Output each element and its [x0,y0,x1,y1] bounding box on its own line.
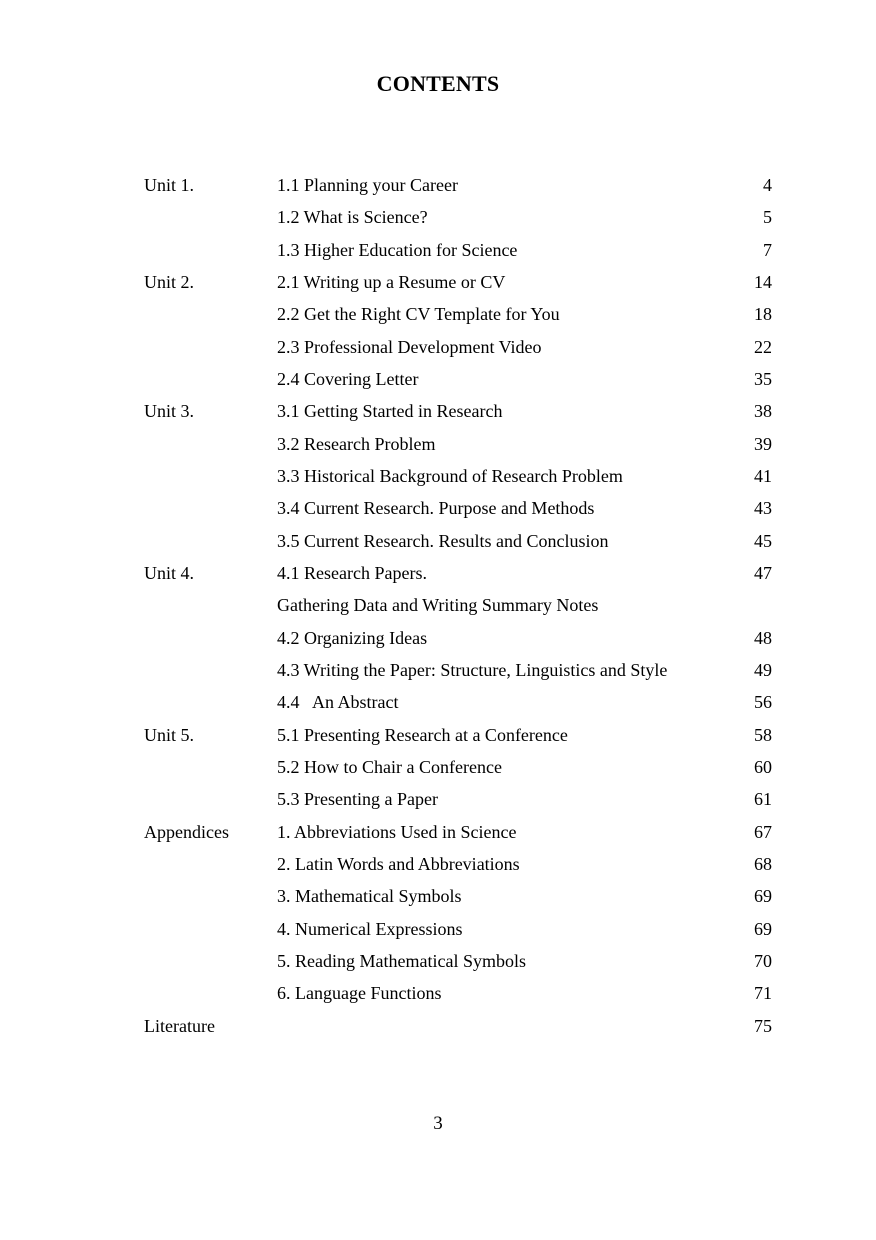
toc-entry-title: 1.3 Higher Education for Science [277,239,518,260]
toc-entry-title: 3.5 Current Research. Results and Conclusion [277,530,609,551]
toc-row [144,883,772,915]
toc-page-number: 39 [754,433,772,454]
toc-entry-title: 2.3 Professional Development Video [277,336,542,357]
toc-row [144,269,772,301]
toc-page-number: 43 [754,498,772,519]
toc-page-number: 35 [754,368,772,389]
toc-row [144,301,772,333]
toc-row [144,592,772,624]
toc-row [144,689,772,721]
toc-entry-title: 4.1 Research Papers. [277,562,427,583]
toc-row [144,851,772,883]
toc-entry-title: 1. Abbreviations Used in Science [277,821,517,842]
page-title: CONTENTS [376,71,500,96]
toc-row [144,237,772,269]
toc-entry-title: 3.3 Historical Background of Research Problem [277,465,623,486]
toc-page-number: 5 [763,207,772,228]
toc-page-number: 18 [754,304,772,325]
toc-entry-title: 2. Latin Words and Abbreviations [277,853,520,874]
toc-entry-title: 4.2 Organizing Ideas [277,627,428,648]
page-number: 3 [433,1113,443,1134]
toc-row [144,657,772,689]
toc-page-number: 4 [763,175,772,195]
toc-entry-title: 3. Mathematical Symbols [277,886,462,907]
toc-page-number: 67 [754,821,772,842]
toc-page-number: 45 [754,530,772,551]
toc-row [144,366,772,398]
table-of-contents [144,172,772,1045]
toc-row [144,398,772,430]
toc-row [144,431,772,463]
toc-row [144,1013,772,1045]
toc-row [144,334,772,366]
toc-page-number: 69 [754,886,772,907]
toc-entry-title: 5.2 How to Chair a Conference [277,756,502,777]
toc-entry-title: 5.1 Presenting Research at a Conference [277,724,568,745]
toc-row [144,463,772,495]
toc-entry-title: 4.3 Writing the Paper: Structure, Linguistics and Style [277,659,668,680]
toc-entry-title: 3.1 Getting Started in Research [277,401,503,422]
toc-entry-title: 2.4 Covering Letter [277,368,419,389]
toc-entry-title: 4. Numerical Expressions [277,918,463,939]
toc-page-number: 60 [754,756,772,777]
toc-page-number: 41 [754,465,772,486]
toc-page-number: 58 [754,724,772,745]
toc-page-number: 48 [754,627,772,648]
toc-row [144,172,772,204]
toc-entry-title: 1.1 Planning your Career [277,175,458,195]
toc-page-number: 61 [754,789,772,810]
toc-page-number: 75 [754,1015,772,1036]
toc-unit-label: Unit 2. [144,271,195,292]
toc-unit-label: Unit 3. [144,401,195,422]
toc-entry-title: 6. Language Functions [277,983,442,1004]
toc-page-number: 71 [754,983,772,1004]
toc-row [144,560,772,592]
toc-entry-title: 2.2 Get the Right CV Template for You [277,304,560,325]
toc-row [144,495,772,527]
toc-entry-title: 4.4 An Abstract [277,692,399,713]
toc-row [144,754,772,786]
toc-entry-title: 3.2 Research Problem [277,433,436,454]
toc-page-number: 38 [754,401,772,422]
toc-entry-title: Gathering Data and Writing Summary Notes [277,595,599,616]
toc-page-number: 22 [754,336,772,357]
toc-row [144,916,772,948]
toc-page-number: 47 [754,562,772,583]
toc-unit-label: Appendices [144,821,229,842]
toc-row [144,786,772,818]
toc-row [144,948,772,980]
toc-unit-label: Unit 4. [144,562,195,583]
toc-row [144,625,772,657]
toc-row [144,980,772,1012]
toc-unit-label: Literature [144,1015,215,1036]
toc-page-number: 69 [754,918,772,939]
toc-page-number: 68 [754,853,772,874]
toc-page-number: 14 [754,271,772,292]
toc-unit-label: Unit 1. [144,175,195,195]
toc-unit-label: Unit 5. [144,724,195,745]
toc-entry-title: 5.3 Presenting a Paper [277,789,438,810]
toc-entry-title: 2.1 Writing up a Resume or CV [277,271,506,292]
toc-entry-title: 5. Reading Mathematical Symbols [277,950,526,971]
toc-entry-title: 3.4 Current Research. Purpose and Methods [277,498,595,519]
toc-row [144,722,772,754]
toc-page-number: 56 [754,692,772,713]
toc-page-number: 7 [763,239,772,260]
toc-page-number: 70 [754,950,772,971]
toc-row [144,528,772,560]
toc-page-number: 49 [754,659,772,680]
toc-row [144,819,772,851]
toc-row [144,204,772,236]
toc-entry-title: 1.2 What is Science? [277,207,428,228]
